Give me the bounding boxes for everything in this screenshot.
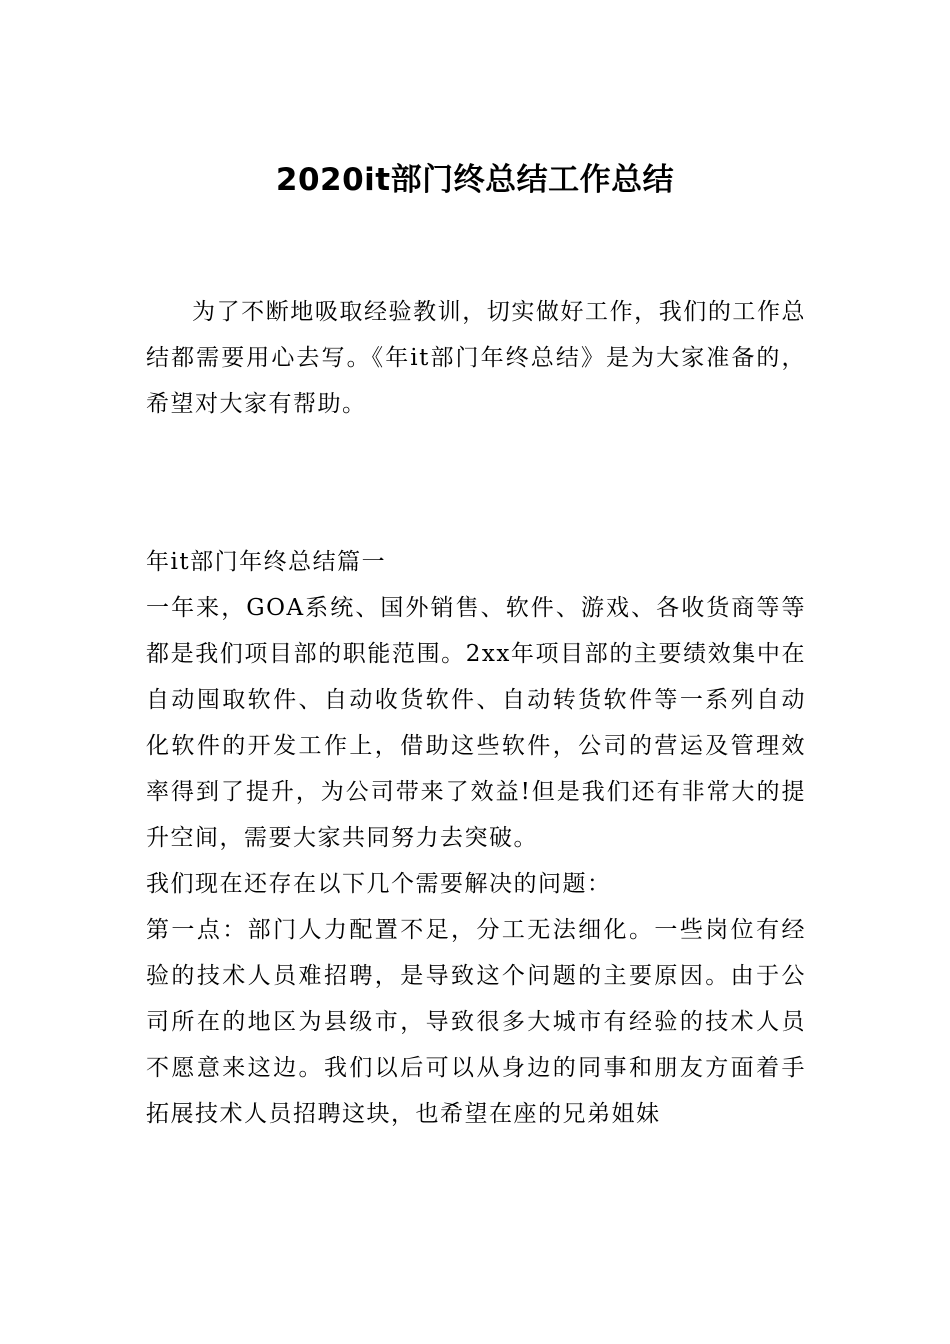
section-heading: 年it部门年终总结篇一	[146, 549, 387, 575]
intro-paragraph: 为了不断地吸取经验教训，切实做好工作，我们的工作总结都需要用心去写。《年it部门年终总结》是为大家准备的，希望对大家有帮助。	[146, 299, 806, 417]
document-body	[146, 539, 806, 1137]
body-paragraph: 第一点：部门人力配置不足，分工无法细化。一些岗位有经验的技术人员难招聘，是导致这个问题的主要原因。由于公司所在的地区为县级市，导致很多大城市有经验的技术人员不愿意来这边。我们以后可以从身边的同事和朋友方面着手拓展技术人员招聘这块，也希望在座的兄弟姐妹	[146, 917, 806, 1127]
body-paragraph: 一年来，GOA系统、国外销售、软件、游戏、各收货商等等都是我们项目部的职能范围。2xx年项目部的主要绩效集中在自动囤取软件、自动收货软件、自动转货软件等一系列自动化软件的开发工作上，借助这些软件，公司的营运及管理效率得到了提升，为公司带来了效益!但是我们还有非常大的提升空间，需要大家共同努力去突破。	[146, 595, 806, 851]
document-title: 2020it部门终总结工作总结	[275, 162, 675, 198]
body-paragraph: 我们现在还存在以下几个需要解决的问题：	[146, 871, 612, 897]
